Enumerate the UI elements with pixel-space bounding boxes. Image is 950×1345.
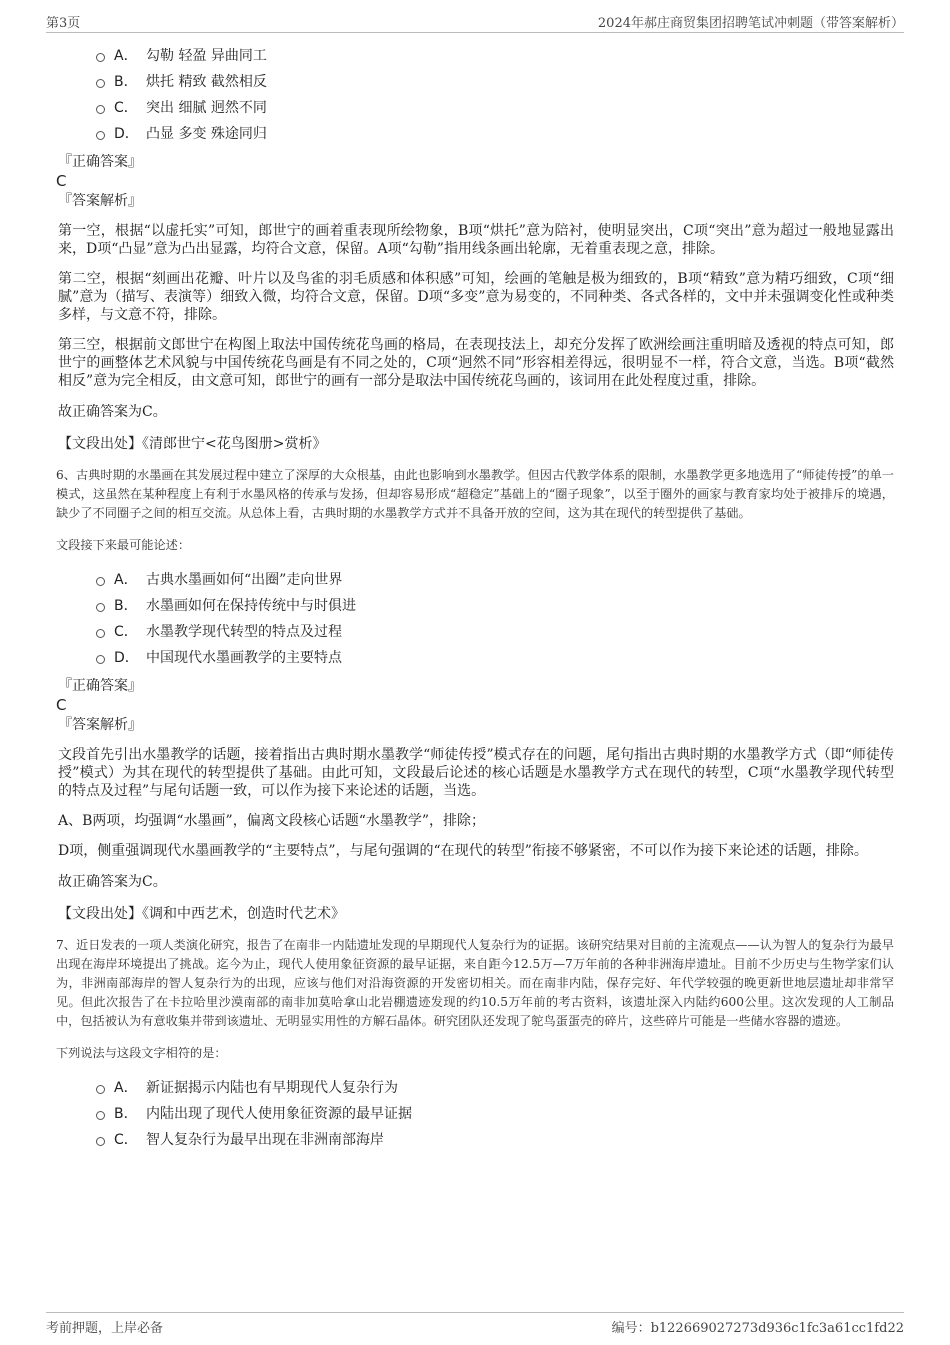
q6-option-a[interactable]: A． 古典水墨画如何“出圈”走向世界 (56, 567, 894, 593)
q7-option-b[interactable]: B． 内陆出现了现代人使用象征资源的最早证据 (56, 1101, 894, 1127)
q5-option-b[interactable]: B． 烘托 精致 截然相反 (56, 69, 894, 95)
q6-analysis-paragraph: D项，侧重强调现代水墨画教学的“主要特点”，与尾句强调的“在现代的转型”衔接不够紧密，不可以作为接下来论述的话题，排除。 (58, 843, 868, 859)
radio-icon[interactable] (96, 1085, 105, 1094)
q5-source: 【文段出处】《清郎世宁<花鸟图册>赏析》 (58, 436, 327, 452)
radio-icon[interactable] (96, 603, 105, 612)
q6-option-d[interactable]: D． 中国现代水墨画教学的主要特点 (56, 645, 894, 671)
q6-analysis-paragraph: 文段首先引出水墨教学的话题，接着指出古典时期水墨教学“师徒传授”模式存在的问题，尾句指出古典时期的水墨教学方式（即“师徒传授”模式）为其在现代的转型提供了基础。由此可知，文段最后论述的核心话题是水墨教学方式在现代的转型，C项“水墨教学现代转型的特点及过程”与尾句话题一致，可以作为接下来论述的话题，当选。 (58, 747, 894, 799)
page-header (46, 12, 904, 33)
page-content (56, 40, 894, 1153)
q6-conclusion: 故正确答案为C。 (58, 874, 167, 890)
document-title: 2024年郝庄商贸集团招聘笔试冲刺题（带答案解析） (597, 16, 904, 31)
q5-option-d[interactable]: D． 凸显 多变 殊途同归 (56, 121, 894, 147)
radio-icon[interactable] (96, 655, 105, 664)
q6-option-b[interactable]: B． 水墨画如何在保持传统中与时俱进 (56, 593, 894, 619)
radio-icon[interactable] (96, 79, 105, 88)
q7-stem: 7、近日发表的一项人类演化研究，报告了在南非一内陆遗址发现的早期现代人复杂行为的证据。该研究结果对目前的主流观点——认为智人的复杂行为最早出现在海岸环境提出了挑战。迄今为止，现代人使用象征资源的最早证据，来自距今12.5万—7万年前的各种非洲海岸遗址。目前不少历史与生物学家们认为，非洲南部海岸的智人复杂行为的出现，应该与他们对沿海资源的开发密切相关。而在南非内陆，保存完好、年代学较强的晚更新世地层遗址却非常罕见。但此次报告了在卡拉哈里沙漠南部的南非加莫哈拿山北岩棚遗迹发现的约10.5万年前的考古资料，该遗址深入内陆约600公里。这次发现的人工制品中，包括被认为有意收集并带到该遗址、无明显实用性的方解石晶体。研究团队还发现了鸵鸟蛋蛋壳的碎片，这些碎片可能是一些储水容器的遗迹。 (56, 938, 894, 1028)
q6-prompt: 文段接下来最可能论述： (56, 538, 191, 552)
radio-icon[interactable] (96, 131, 105, 140)
radio-icon[interactable] (96, 1111, 105, 1120)
page-footer (46, 1312, 904, 1337)
radio-icon[interactable] (96, 629, 105, 638)
radio-icon[interactable] (96, 105, 105, 114)
q7-options (56, 1075, 894, 1153)
q5-conclusion: 故正确答案为C。 (58, 404, 167, 420)
q5-answer: C (56, 172, 67, 190)
q5-analysis-label: 『答案解析』 (58, 193, 142, 209)
page-number: 第3页 (46, 16, 81, 31)
q7-prompt: 下列说法与这段文字相符的是： (56, 1046, 227, 1060)
q5-analysis-paragraph: 第一空，根据“以虚托实”可知，郎世宁的画着重表现所绘物象，B项“烘托”意为陪衬，使明显突出，C项“突出”意为超过一般地显露出来，D项“凸显”意为凸出显露，均符合文意，保留。A项“勾勒”指用线条画出轮廓，无着重表现之意，排除。 (58, 223, 894, 257)
q7-option-a[interactable]: A． 新证据揭示内陆也有早期现代人复杂行为 (56, 1075, 894, 1101)
q7-option-c[interactable]: C． 智人复杂行为最早出现在非洲南部海岸 (56, 1127, 894, 1153)
q6-option-c[interactable]: C． 水墨教学现代转型的特点及过程 (56, 619, 894, 645)
q6-source: 【文段出处】《调和中西艺术，创造时代艺术》 (58, 906, 345, 922)
footer-slogan: 考前押题，上岸必备 (46, 1321, 164, 1336)
q6-analysis-paragraph: A、B两项，均强调“水墨画”，偏离文段核心话题“水墨教学”，排除； (58, 813, 486, 829)
q6-answer: C (56, 696, 67, 714)
q5-option-a[interactable]: A． 勾勒 轻盈 异曲同工 (56, 43, 894, 69)
q5-analysis-paragraph: 第三空，根据前文郎世宁在构图上取法中国传统花鸟画的格局，在表现技法上，却充分发挥了欧洲绘画注重明暗及透视的特点可知，郎世宁的画整体艺术风貌与中国传统花鸟画是有不同之处的，C项“迥然不同”形容相差得远，很明显不一样，符合文意，当选。B项“截然相反”意为完全相反，由文意可知，郎世宁的画有一部分是取法中国传统花鸟画的，该词用在此处程度过重，排除。 (58, 337, 894, 389)
document-id: 编号：b122669027273d936c1fc3a61cc1fd22 (611, 1321, 904, 1336)
q6-stem: 6、古典时期的水墨画在其发展过程中建立了深厚的大众根基，由此也影响到水墨教学。但因古代教学体系的限制，水墨教学更多地选用了“师徒传授”的单一模式，这虽然在某种程度上有利于水墨风格的传承与发扬，但却容易形成“超稳定”基础上的“圈子现象”，以至于圈外的画家与教育家均处于被排斥的境遇，缺少了不同圈子之间的相互交流。从总体上看，古典时期的水墨教学方式并不具备开放的空间，这为其在现代的转型提供了基础。 (56, 468, 894, 520)
q5-answer-label: 『正确答案』 (58, 154, 142, 170)
q6-answer-label: 『正确答案』 (58, 678, 142, 694)
radio-icon[interactable] (96, 53, 105, 62)
q6-analysis-label: 『答案解析』 (58, 717, 142, 733)
q5-analysis-paragraph: 第二空，根据“刻画出花瓣、叶片以及鸟雀的羽毛质感和体积感”可知，绘画的笔触是极为细致的，B项“精致”意为精巧细致，C项“细腻”意为（描写、表演等）细致入微，均符合文意，保留。D项“多变”意为易变的，不同种类、各式各样的，文中并未强调变化性或种类多样，与文意不符，排除。 (58, 271, 894, 323)
radio-icon[interactable] (96, 577, 105, 586)
radio-icon[interactable] (96, 1137, 105, 1146)
q6-options (56, 567, 894, 671)
q5-options (56, 43, 894, 147)
q5-option-c[interactable]: C． 突出 细腻 迥然不同 (56, 95, 894, 121)
